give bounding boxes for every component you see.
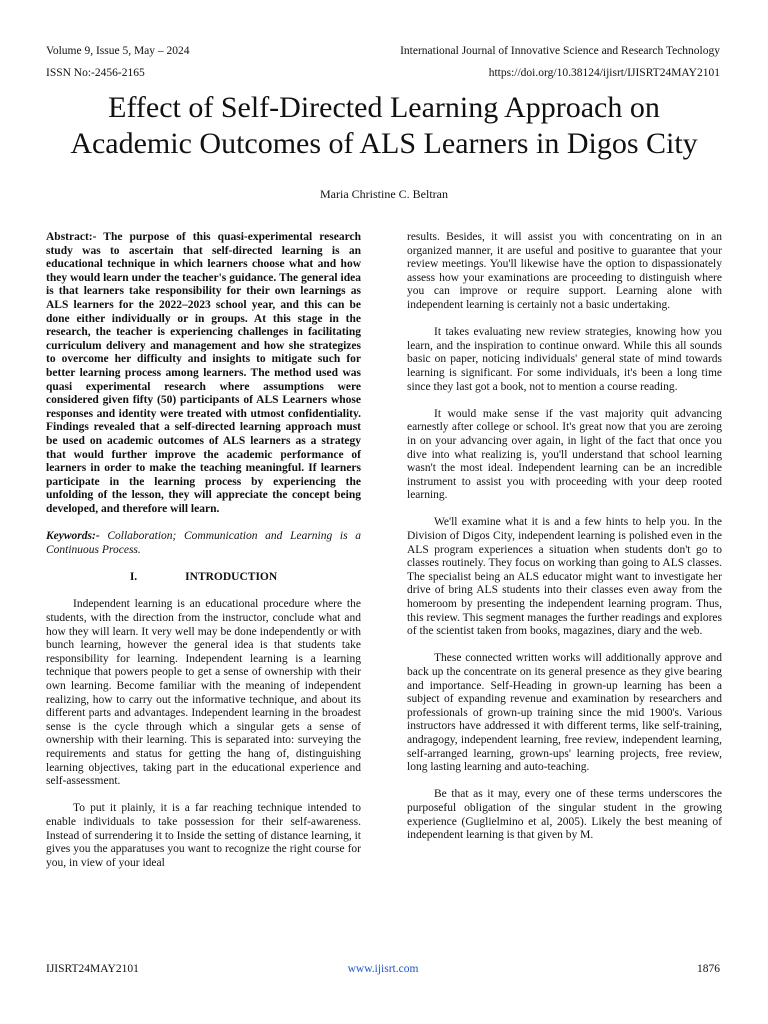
body-paragraph: We'll examine what it is and a few hints to help you. In the Division of Digos City, independent learning is polished even in the ALS program experiences a situation when students don't go to classes routinely. They focus on working than going to ALS classes. The specialist being an ALS educator might want to investigate her drive of bring ALS students into their classes even away from the homeroom by presenting the independent learning program. Thus, this review. This segment manages the further readings and explores of the scientist taken from books, magazines, diary and the web. [407, 516, 722, 638]
body-paragraph: It would make sense if the vast majority quit advancing earnestly after college or school. It's great now that you are zeroing in on your advancing over again, in light of the fact that once you dive into what realizing is, you'll understand that school learning wasn't the most ideal. Independent learning can be an incredible instrument to assist you with proceeding with your deep rooted learning. [407, 407, 722, 502]
body-paragraph: It takes evaluating new review strategies, knowing how you learn, and the inspiration to continue onward. While this all sounds basic on paper, noticing individuals' general state of mind towards learning is significant. For some individuals, it's been a long time since they last got a book, not to mention a course reading. [407, 326, 722, 393]
body-paragraph: Be that as it may, every one of these terms underscores the purposeful obligation of the singular student in the growing experience (Guglielmino et al, 2005). Likely the best meaning of independent learning is that given by M. [407, 788, 722, 842]
body-paragraph: These connected written works will additionally approve and back up the concentrate on its general presence as they give bearing and importance. Self-Heading in grown-up learning has been a subject of expanding revenue and examination by researchers and professionals of grown-up training since the mid 1900's. Various instructors have addressed it with different terms, like self-training, andragogy, independent learning, free review, independent learning, self-arranged learning, grown-ups' learning projects, free review, long lasting learning and auto-teaching. [407, 652, 722, 774]
journal-name: International Journal of Innovative Science and Research Technology [400, 45, 720, 57]
keywords-label: Keywords:- [46, 530, 100, 543]
title-line-1: Effect of Self-Directed Learning Approach on [108, 91, 660, 124]
title-line-2: Academic Outcomes of ALS Learners in Digos City [70, 127, 698, 160]
keywords-text: Collaboration; Communication and Learning is a Continuous Process. [46, 530, 361, 556]
paper-id: IJISRT24MAY2101 [46, 963, 139, 975]
body-paragraph: results. Besides, it will assist you with concentrating on in an organized manner, it are useful and positive to guarantee that your review meetings. You'll likewise have the option to dispassionately assess how your examinations are proceeding to distinguish where you can improve or require support. Learning alone with independent learning is certainly not a basic undertaking. [407, 231, 722, 311]
right-column [407, 231, 722, 856]
author-name: Maria Christine C. Beltran [320, 187, 448, 201]
section-title: INTRODUCTION [185, 570, 278, 583]
doi-link[interactable]: https://doi.org/10.38124/ijisrt/IJISRT24MAY2101 [488, 67, 720, 79]
section-heading [46, 571, 361, 585]
website-link[interactable]: www.ijisrt.com [347, 963, 419, 975]
abstract-text: The purpose of this quasi-experimental research study was to ascertain that self-directed learning is an educational technique in which learners choose what and how they would learn under the teacher's guidance. The general idea is that learners take responsibility for their own learnings as ALS learners for the 2022–2023 school year, and this can be done either individually or in groups. At this stage in the research, the teacher is experiencing challenges in facilitating curriculum delivery and management and how she strategizes to overcome her difficulty and insights to mitigate such for better learning process among learners. The method used was quasi experimental research where assumptions were considered given fifty (50) participants of ALS Learners whose responses and identity were treated with utmost confidentiality. Findings revealed that a self-directed learning approach must be used on academic outcomes of ALS learners as a strategy that would further improve the academic performance of learners in order to make the teaching meaningful. If learners participate in the learning process by experiencing the unfolding of the lesson, they will appreciate the concept being developed, and therefore will learn. [46, 231, 361, 515]
body-paragraph: Independent learning is an educational procedure where the students, with the direction from the instructor, conclude what and how they will learn. It very well may be done independently or with bunch learning, however the general idea is that students take responsibility for learning. Independent learning is a learning technique that powers people to get a sense of ownership with their own learning. Become familiar with the meaning of independent realizing, how to carry out the informative technique, and about its different parts and advantages. Independent learning in the broadest sense is the cycle through which a singular gets a sense of ownership with their learning. This is separated into: surveying the requirements and status for getting the hang of, distinguishing learning objectives, taking part in the educational experience and self-assessment. [46, 598, 361, 788]
left-column [46, 231, 361, 884]
abstract [46, 231, 361, 516]
keywords [46, 530, 361, 557]
volume-issue: Volume 9, Issue 5, May – 2024 [46, 45, 190, 57]
page-number: 1876 [697, 963, 720, 975]
issn: ISSN No:-2456-2165 [46, 67, 145, 79]
abstract-label: Abstract:- [46, 231, 97, 243]
section-number: I. [129, 570, 138, 583]
body-paragraph: To put it plainly, it is a far reaching technique intended to enable individuals to take possession for their self-awareness. Instead of surrendering it to Inside the setting of distance learning, it gives you the apparatuses you want to recognize the right course for you, in view of your ideal [46, 802, 361, 869]
paper-title [40, 90, 728, 162]
